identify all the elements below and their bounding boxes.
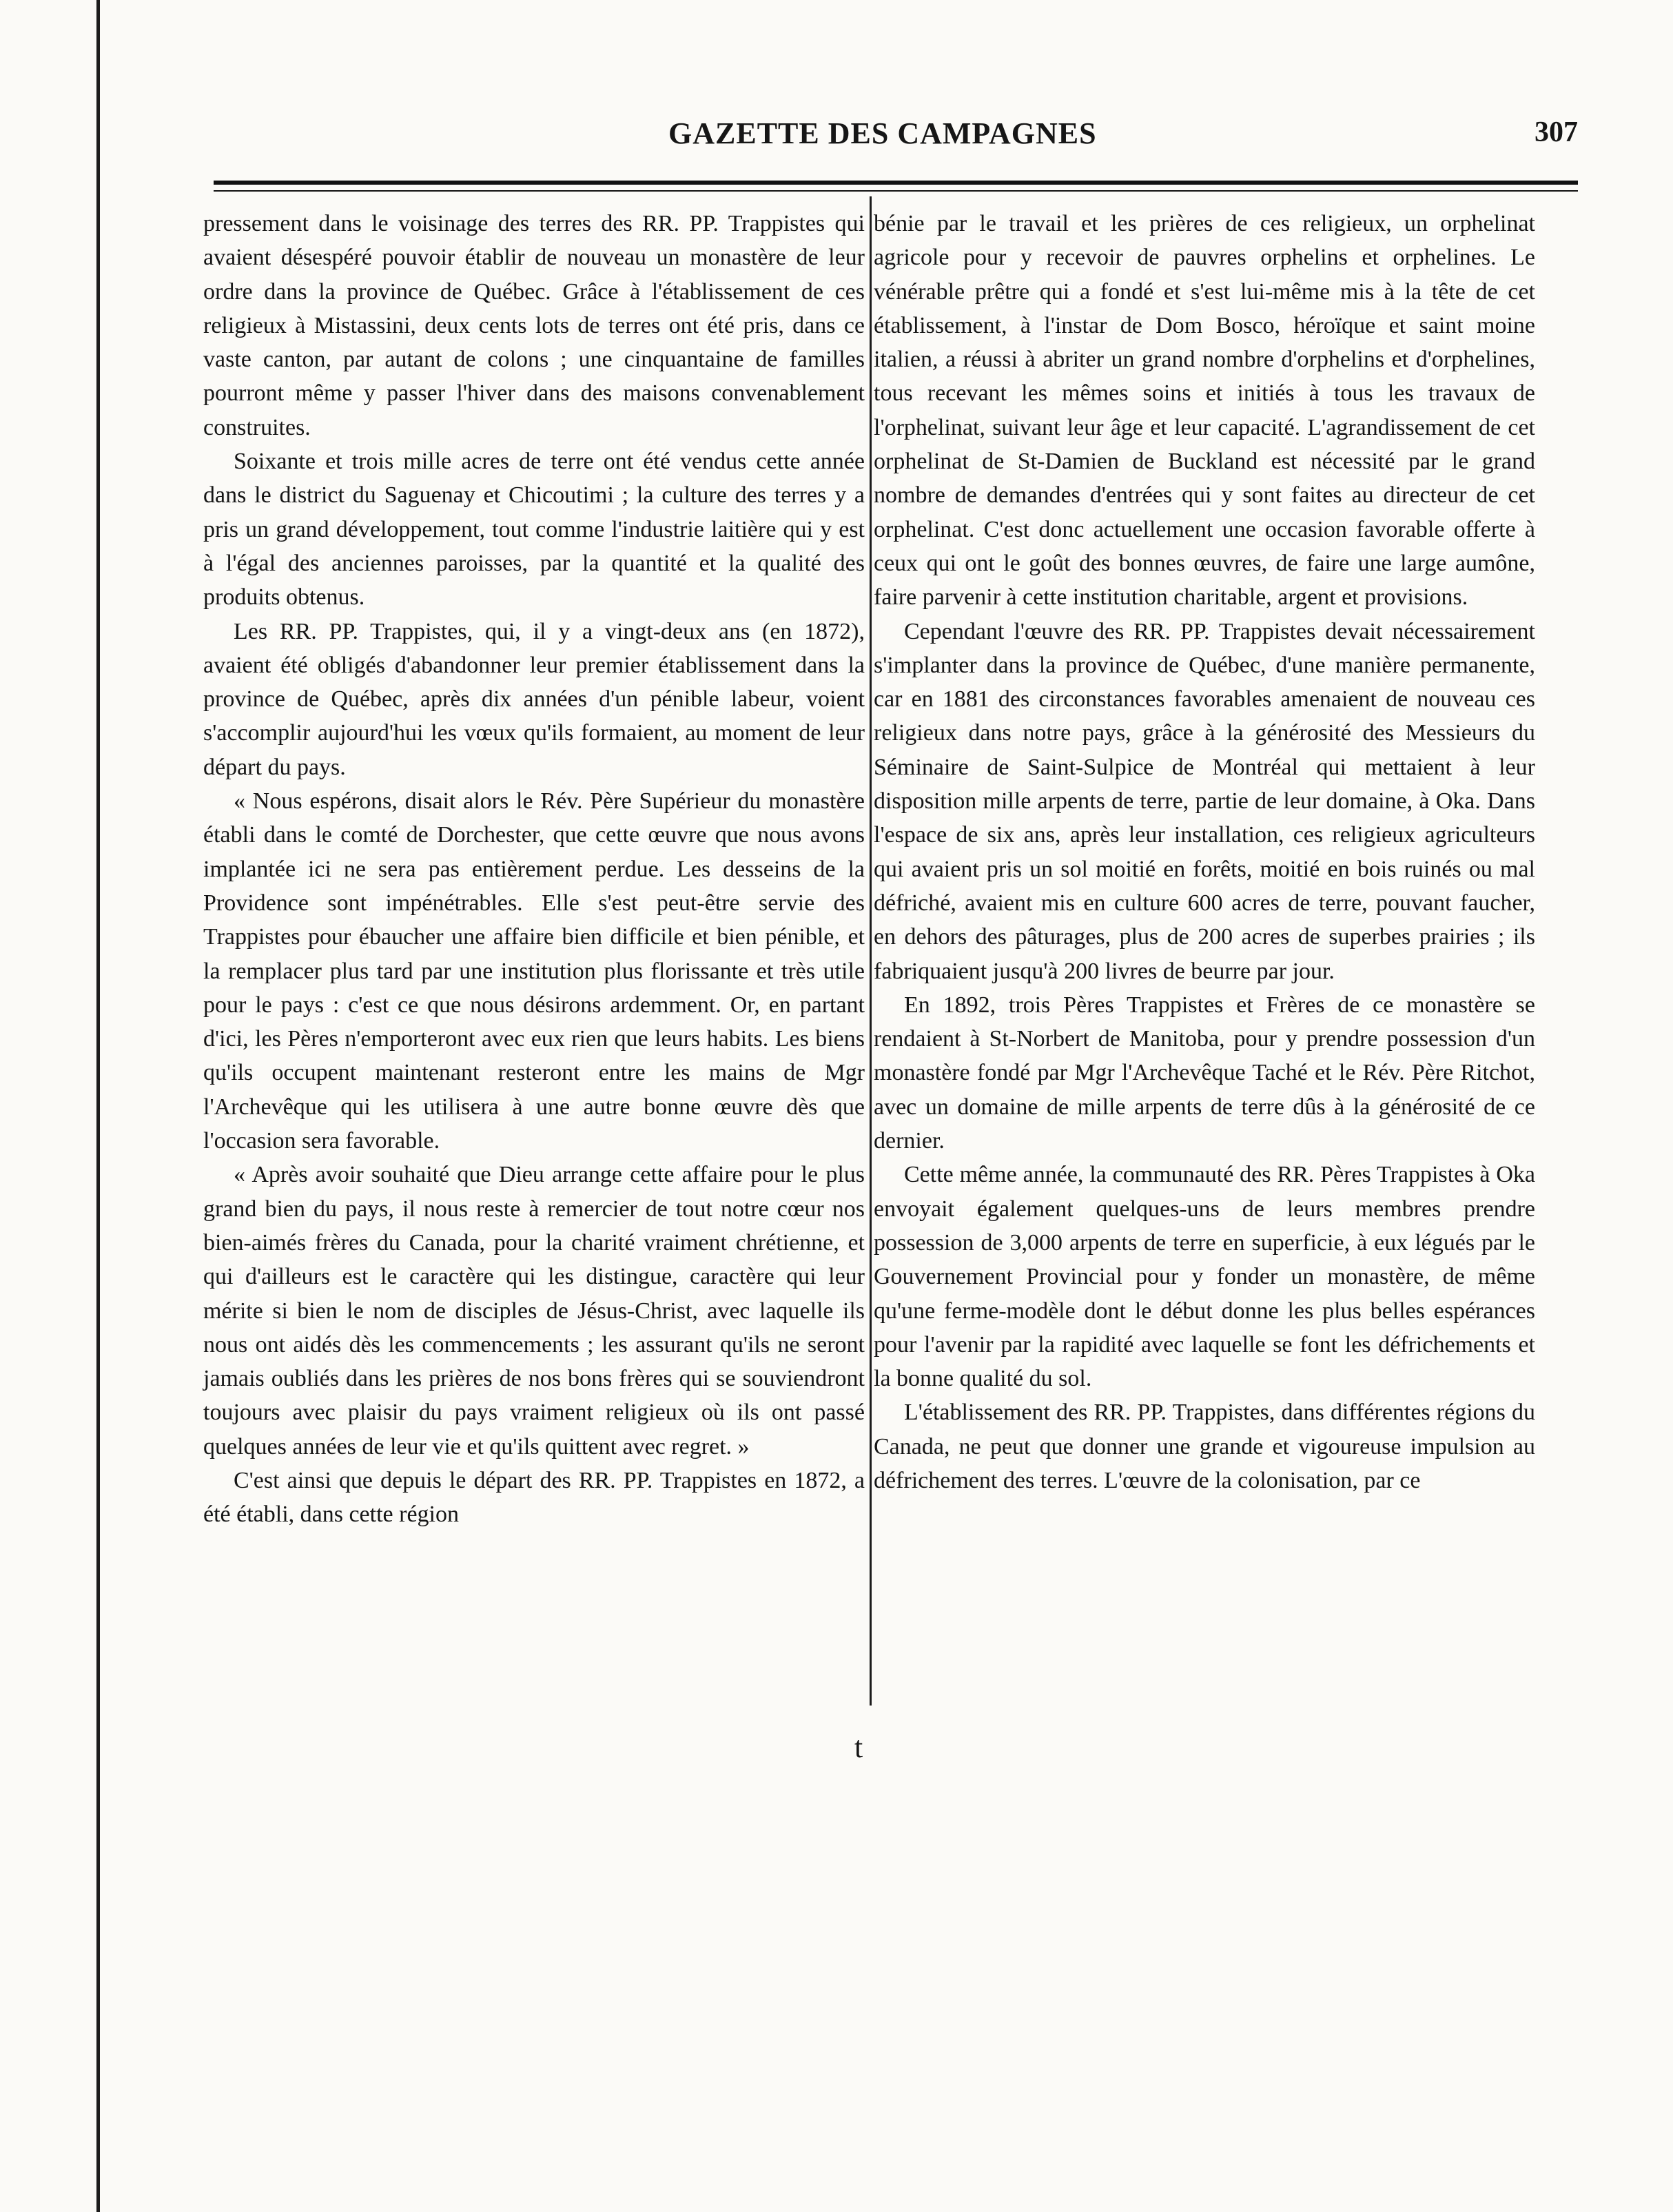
paragraph: « Nous espérons, disait alors le Rév. Père Supérieur du monastère établi dans le comté de Dorchester, que cette œuvre que nous avons implantée ici ne sera pas entièrement perdue. Les desseins de la Providence sont impénétrables. Elle s'est peut-être servie des Trappistes pour ébaucher une affaire bien difficile et bien pénible, et la remplacer plus tard par une institution plus florissante et très utile pour le pays : c'est ce que nous désirons ardemment. Or, en partant d'ici, les Pères n'emporteront avec eux rien que leurs habits. Les biens qu'ils occupent maintenant resteront entre les mains de Mgr l'Archevêque qui les utilisera à une autre bonne œuvre dès que l'occasion sera favorable.	[203, 788, 865, 1154]
paragraph: Cette même année, la communauté des RR. Pères Trappistes à Oka envoyait également quelques-uns de leurs membres prendre possession de 3,000 arpents de terre en superficie, à eux légués par le Gouvernement Provincial pour y fonder un monastère, de même qu'une ferme-modèle dont le début donne les plus belles espérances pour l'avenir par la rapidité avec laquelle se font les défrichements et la bonne qualité du sol.	[874, 1162, 1535, 1392]
header-rule-thick	[214, 181, 1578, 185]
paragraph: « Après avoir souhaité que Dieu arrange cette affaire pour le plus grand bien du pays, il nous reste à remercier de tout notre cœur nos bien-aimés frères du Canada, pour la charité vraiment chrétienne, et qui d'ailleurs est le caractère qui les distingue, caractère qui leur mérite si bien le nom de disciples de Jésus-Christ, avec laquelle ils nous ont aidés dès les commencements ; les assurant qu'ils ne seront jamais oubliés dans les prières de nos bons frères qui se souviendront toujours avec plaisir du pays vraiment religieux où ils ont passé quelques années de leur vie et qu'ils quittent avec regret. »	[203, 1162, 865, 1460]
paragraph: pressement dans le voisinage des terres des RR. PP. Trappistes qui avaient désespéré pouvoir établir de nouveau un monastère de leur ordre dans la province de Québec. Grâce à l'établissement de ces religieux à Mistassini, deux cents lots de terres ont été pris, dans ce vaste canton, par autant de colons ; une cinquantaine de familles pourront même y passer l'hiver dans des maisons convenablement construites.	[203, 211, 865, 440]
running-title: GAZETTE DES CAMPAGNES	[668, 116, 1097, 150]
right-column	[874, 207, 1535, 1497]
left-column	[203, 207, 865, 1532]
signature-mark: t	[854, 1730, 863, 1764]
paragraph: Les RR. PP. Trappistes, qui, il y a vingt-deux ans (en 1872), avaient été obligés d'abandonner leur premier établissement dans la province de Québec, après dix années d'un pénible labeur, voient s'accomplir aujourd'hui les vœux qu'ils formaient, au moment de leur départ du pays.	[203, 618, 865, 780]
binding-edge-line	[96, 0, 100, 2212]
paragraph: En 1892, trois Pères Trappistes et Frères de ce monastère se rendaient à St-Norbert de Manitoba, pour y prendre possession d'un monastère fondé par Mgr l'Archevêque Taché et le Rév. Père Ritchot, avec un domaine de mille arpents de terre dûs à la générosité de ce dernier.	[874, 992, 1535, 1154]
paragraph: L'établissement des RR. PP. Trappistes, dans différentes régions du Canada, ne peut que donner une grande et vigoureuse impulsion au défrichement des terres. L'œuvre de la colonisation, par ce	[874, 1400, 1535, 1493]
paragraph: Soixante et trois mille acres de terre ont été vendus cette année dans le district du Saguenay et Chicoutimi ; la culture des terres y a pris un grand développement, tout comme l'industrie laitière qui y est à l'égal des anciennes paroisses, par la quantité et la qualité des produits obtenus.	[203, 449, 865, 611]
paragraph: Cependant l'œuvre des RR. PP. Trappistes devait nécessairement s'implanter dans la province de Québec, d'une manière permanente, car en 1881 des circonstances favorables amenaient de nouveau ces religieux dans notre pays, grâce à la générosité des Messieurs du Séminaire de Saint-Sulpice de Montréal qui mettaient à leur disposition mille arpents de terre, partie de leur domaine, à Oka. Dans l'espace de six ans, après leur installation, ces religieux agriculteurs qui avaient pris un sol moitié en forêts, moitié en bois ruinés ou mal défriché, avaient mis en culture 600 acres de terre, pouvant faucher, en dehors des pâturages, plus de 200 acres de superbes prairies ; ils fabriquaient jusqu'à 200 livres de beurre par jour.	[874, 618, 1535, 984]
page-number: 307	[1535, 116, 1578, 148]
paragraph: C'est ainsi que depuis le départ des RR. PP. Trappistes en 1872, a été établi, dans cette région	[203, 1467, 865, 1528]
paragraph: bénie par le travail et les prières de ces religieux, un orphelinat agricole pour y recevoir de pauvres orphelins et orphelines. Le vénérable prêtre qui a fondé et s'est lui-même mis à la tête de cet établissement, à l'instar de Dom Bosco, héroïque et saint moine italien, a réussi à abriter un grand nombre d'orphelins et d'orphelines, tous recevant les mêmes soins et initiés à tous les travaux de l'orphelinat, suivant leur âge et leur capacité. L'agrandissement de cet orphelinat de St-Damien de Buckland est nécessité par le grand nombre de demandes d'entrées qui y sont faites au directeur de cet orphelinat. C'est donc actuellement une occasion favorable offerte à ceux qui ont le goût des bonnes œuvres, de faire une large aumône, faire parvenir à cette institution charitable, argent et provisions.	[874, 211, 1535, 611]
page-header	[214, 116, 1578, 164]
column-divider	[870, 196, 872, 1706]
header-rule-thin	[214, 190, 1578, 192]
